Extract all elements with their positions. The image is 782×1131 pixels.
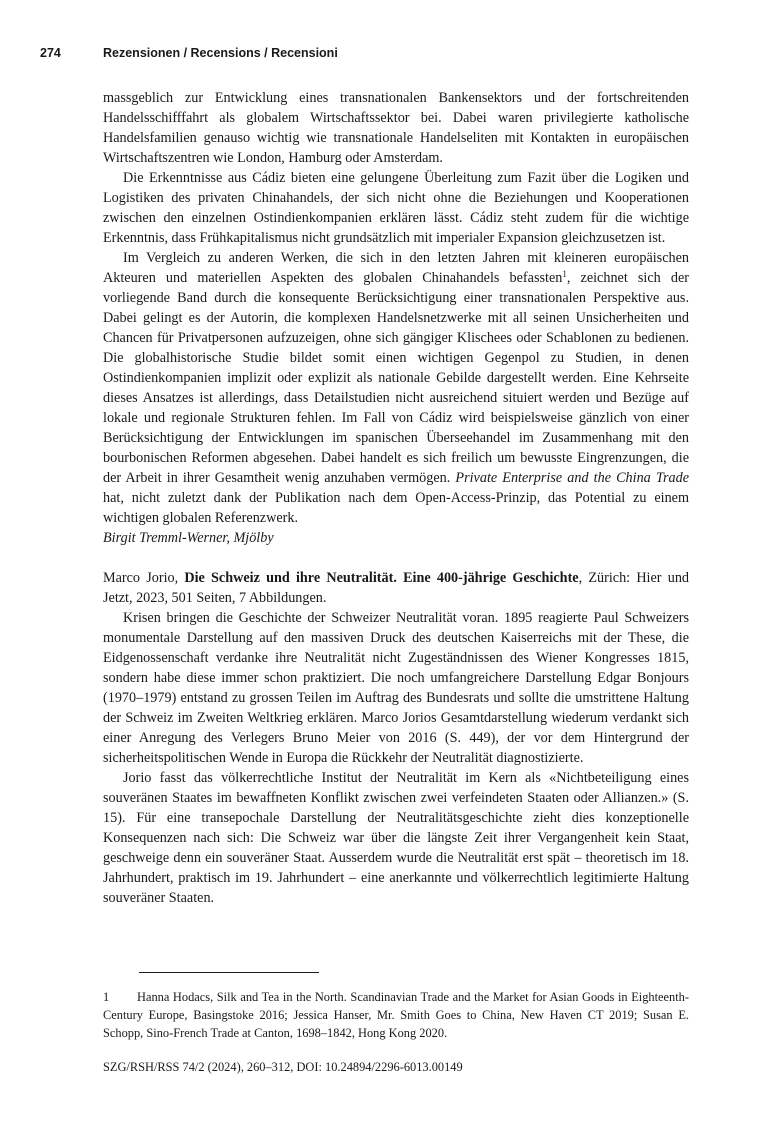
footnote-text: Hanna Hodacs, Silk and Tea in the North. Scandinavian Trade and the Market for Asian Goods in Eighteenth-Century Europe, Basingstoke 2016; Jessica Hanser, Mr. Smith Goes to China, New Haven CT 2019; Susan E. Schopp, Sino-French Trade at Canton, 1698–1842, Hong Kong 2020.	[103, 990, 689, 1040]
review2-publication-info: , Zürich: Hier und Jetzt, 2023, 501 Seiten, 7 Abbildungen.	[103, 570, 690, 606]
review1-paragraph-3-part-b: , zeichnet sich der vorliegende Band durch die konsequente Berücksichtigung einer transnationalen Perspektive aus. Dabei gelingt es der Autorin, die komplexen Handelsnetzwerke mit all seinen Unsicherheiten und Chancen für Privatpersonen aufzuzeigen, ohne sich gängiger Klischees oder Schablonen zu bedienen. Die globalhistorische Studie bildet somit einen wichtigen Gegenpol zu Studien, in denen Ostindienkompanien implizit oder explizit als nationale Gebilde dargestellt werden. Eine Kehrseite dieses Ansatzes ist allerdings, dass Detailstudien nicht ausreichend situiert werden und Bezüge auf lokale und regionale Strukturen fehlen. Im Fall von Cádiz wird beispielsweise gänzlich von einer Berücksichtigung der Entwicklungen im spanischen Überseehandel im Zusammenhang mit den bourbonischen Reformen abgesehen. Dabei handelt es sich freilich um bewusste Eingrenzungen, die der Arbeit in ihrer Gesamtheit wenig anzuhaben vermögen.	[103, 270, 689, 486]
review2-paragraph-1: Krisen bringen die Geschichte der Schweizer Neutralität voran. 1895 reagierte Paul Schweizers monumentale Darstellung auf den massiven Druck des deutschen Kaiserreichs mit der These, die Eidgenossenschaft verdanke ihre Neutralität nicht Zugeständnissen des Wiener Kongresses 1815, sondern habe diese immer schon praktiziert. Die noch umfangreichere Darstellung Edgar Bonjours (1970–1979) entstand zu grossen Teilen im Auftrag des Bundesrats und sollte die umstrittene Haltung der Schweiz im Zweiten Weltkrieg erklären. Marco Jorios Gesamtdarstellung wiederum verdankt sich einer Anregung des Verlegers Bruno Meier von 2016 (S. 449), der vor dem Hintergrund der sicherheitspolitischen Wende in Europa die Rückkehr der Neutralität diagnostizierte.	[103, 610, 689, 766]
running-title: Rezensionen / Recensions / Recensioni	[103, 46, 338, 60]
footnote-rule	[139, 972, 319, 973]
review1-paragraph-2: Die Erkenntnisse aus Cádiz bieten eine gelungene Überleitung zum Fazit über die Logiken und Logistiken des privaten Chinahandels, der sich nicht ohne die Beziehungen und Kooperationen zwischen den einzelnen Ostindienkompanien erklären lässt. Cádiz steht zudem für die wichtige Erkenntnis, dass Frühkapitalismus nicht grundsätzlich mit imperialer Expansion gleichzusetzen ist.	[103, 170, 689, 246]
review1-paragraph-3-part-c: hat, nicht zuletzt dank der Publikation nach dem Open-Access-Prinzip, das Potential zu einem wichtigen globalen Referenzwerk.	[103, 490, 689, 526]
journal-page	[40, 0, 690, 1131]
footnote-reference[interactable]: 1	[562, 269, 567, 279]
journal-citation-footer: SZG/RSH/RSS 74/2 (2024), 260–312, DOI: 10.24894/2296-6013.00149	[103, 1060, 463, 1074]
review2-book-title: Die Schweiz und ihre Neutralität. Eine 400-jährige Geschichte	[184, 570, 579, 586]
review1-paragraph-3	[103, 248, 689, 528]
review-separator	[103, 548, 689, 568]
footnote-1	[103, 988, 689, 1042]
review1-signature: Birgit Tremml-Werner, Mjölby	[103, 530, 274, 546]
review1-paragraph-1: massgeblich zur Entwicklung eines transnationalen Bankensektors und der fortschreitenden Handelsschifffahrt als globalem Wirtschaftssektor bei. Dabei waren privilegierte katholische Handelsfamilien genauso wichtig wie transnationale Handelseliten mit Kontakten in europäischen Wirtschaftszentren wie London, Hamburg oder Amsterdam.	[103, 90, 689, 166]
review1-paragraph-3-part-a: Im Vergleich zu anderen Werken, die sich in den letzten Jahren mit kleineren europäischen Akteuren und materiellen Aspekten des globalen Chinahandels befassten	[103, 250, 689, 286]
cited-book-title: Private Enterprise and the China Trade	[455, 470, 689, 486]
review2-author: Marco Jorio,	[103, 570, 185, 586]
review2-bibliographic-header	[103, 568, 689, 608]
running-header	[40, 46, 680, 60]
page-number: 274	[40, 46, 61, 60]
footnote-number: 1	[103, 990, 110, 1004]
review2-paragraph-2: Jorio fasst das völkerrechtliche Institut der Neutralität im Kern als «Nichtbeteiligung eines souveränen Staates im bewaffneten Konflikt zwischen zwei verfeindeten Staaten oder Allianzen.» (S. 15). Für eine transepochale Darstellung der Neutralitätsgeschichte zieht dies konzeptionelle Konsequenzen nach sich: Die Schweiz war über die längste Zeit ihrer Vergangenheit kein Staat, geschweige denn ein souveräner Staat. Ausserdem wurde die Neutralität erst spät – theoretisch im 18. Jahrhundert, praktisch im 19. Jahrhundert – eine anerkannte und völkerrechtlich legitimierte Haltung souveräner Staaten.	[103, 770, 689, 906]
page-body	[103, 88, 689, 908]
